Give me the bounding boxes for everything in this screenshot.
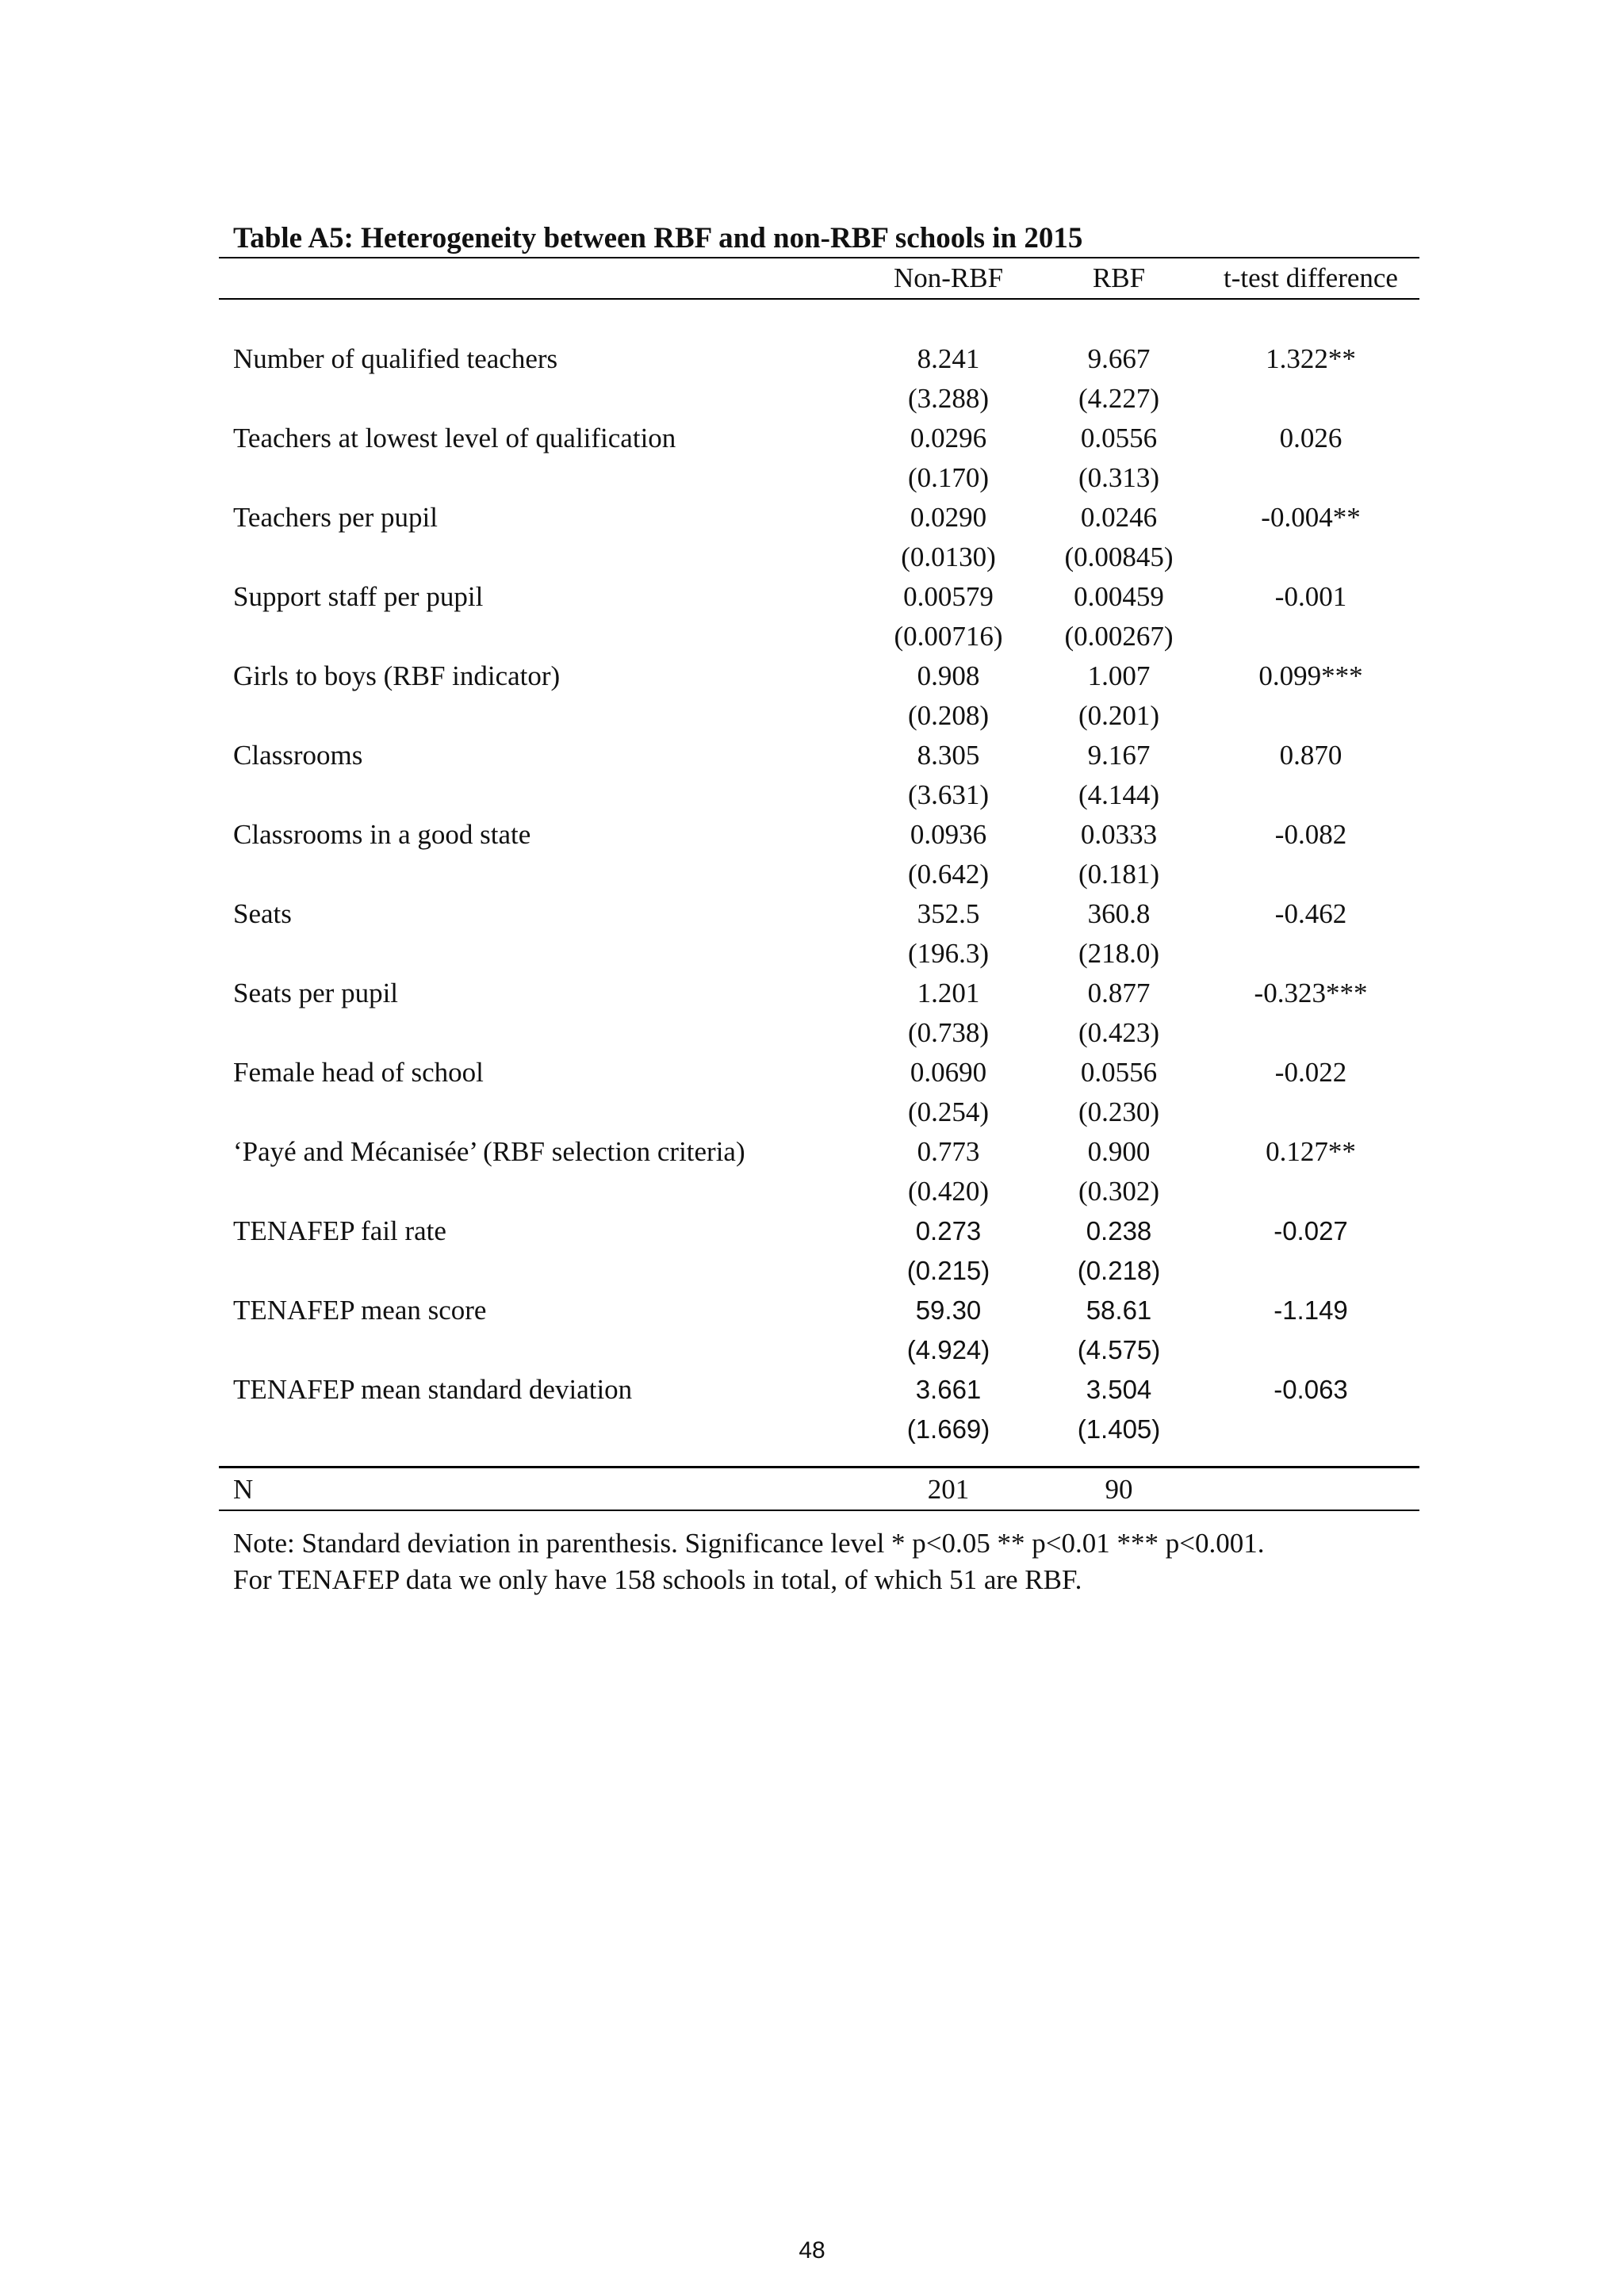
table-row-sd bbox=[219, 775, 1419, 815]
cell-diff: -0.462 bbox=[1274, 898, 1347, 929]
cell-non-rbf: 1.201 bbox=[917, 978, 980, 1008]
table-row bbox=[219, 1291, 1419, 1330]
cell-non-rbf-sd: (1.669) bbox=[906, 1414, 990, 1444]
cell-non-rbf-sd: (0.215) bbox=[906, 1256, 990, 1285]
table-body bbox=[219, 339, 1419, 1449]
cell-rbf: 58.61 bbox=[1086, 1295, 1152, 1325]
cell-diff: 0.870 bbox=[1279, 740, 1342, 771]
cell-non-rbf: 352.5 bbox=[917, 898, 980, 929]
cell-rbf-sd: (4.227) bbox=[1078, 383, 1160, 414]
row-label: Classrooms bbox=[233, 740, 363, 771]
cell-non-rbf: 0.908 bbox=[917, 660, 980, 691]
cell-rbf-sd: (1.405) bbox=[1077, 1414, 1161, 1444]
table-row-sd bbox=[219, 1172, 1419, 1211]
table-row bbox=[219, 577, 1419, 617]
cell-non-rbf: 0.0936 bbox=[910, 819, 987, 850]
table-row bbox=[219, 1370, 1419, 1410]
row-label: TENAFEP fail rate bbox=[233, 1215, 446, 1246]
cell-non-rbf-sd: (0.0130) bbox=[901, 541, 996, 572]
cell-non-rbf: 3.661 bbox=[915, 1375, 982, 1404]
spacer bbox=[219, 1449, 1419, 1466]
cell-rbf: 9.667 bbox=[1087, 343, 1151, 374]
cell-rbf-sd: (4.144) bbox=[1078, 779, 1160, 810]
cell-non-rbf: 59.30 bbox=[915, 1295, 982, 1325]
cell-non-rbf: 8.241 bbox=[917, 343, 980, 374]
cell-non-rbf: 0.0690 bbox=[910, 1057, 987, 1088]
cell-diff: -0.027 bbox=[1274, 1216, 1348, 1246]
cell-rbf-sd: (0.423) bbox=[1078, 1017, 1160, 1048]
table-row-sd bbox=[219, 1251, 1419, 1291]
cell-non-rbf-sd: (3.288) bbox=[907, 383, 990, 414]
cell-diff: -0.063 bbox=[1274, 1375, 1348, 1404]
row-label: Girls to boys (RBF indicator) bbox=[233, 660, 561, 691]
cell-rbf: 0.00459 bbox=[1074, 581, 1164, 612]
table-row-sd bbox=[219, 855, 1419, 894]
cell-non-rbf: 0.0290 bbox=[910, 502, 987, 533]
cell-non-rbf-sd: (0.642) bbox=[907, 859, 990, 890]
cell-rbf: 360.8 bbox=[1087, 898, 1151, 929]
cell-non-rbf: 0.273 bbox=[915, 1216, 982, 1246]
cell-non-rbf-sd: (0.420) bbox=[907, 1176, 990, 1207]
cell-non-rbf-sd: (0.208) bbox=[907, 700, 990, 731]
table-row-sd bbox=[219, 538, 1419, 577]
cell-diff: -0.022 bbox=[1274, 1057, 1347, 1088]
cell-rbf-sd: (218.0) bbox=[1078, 938, 1160, 969]
n-rbf: 90 bbox=[1105, 1474, 1133, 1505]
cell-non-rbf: 0.0296 bbox=[910, 423, 987, 453]
cell-rbf-sd: (4.575) bbox=[1077, 1335, 1161, 1364]
table-row bbox=[219, 1053, 1419, 1093]
cell-rbf-sd: (0.201) bbox=[1078, 700, 1160, 731]
cell-non-rbf-sd: (3.631) bbox=[907, 779, 990, 810]
cell-non-rbf-sd: (0.00716) bbox=[894, 621, 1003, 652]
cell-diff: 0.127** bbox=[1266, 1136, 1356, 1167]
cell-non-rbf: 0.00579 bbox=[903, 581, 994, 612]
note-line: For TENAFEP data we only have 158 schools in total, of which 51 are RBF. bbox=[233, 1564, 1082, 1595]
table-title: Table A5: Heterogeneity between RBF and non-RBF schools in 2015 bbox=[233, 222, 1083, 254]
cell-rbf: 3.504 bbox=[1086, 1375, 1152, 1404]
table-row bbox=[219, 498, 1419, 538]
n-row bbox=[219, 1468, 1419, 1510]
cell-non-rbf: 0.773 bbox=[917, 1136, 980, 1167]
row-label: Number of qualified teachers bbox=[233, 343, 558, 374]
cell-diff: -0.001 bbox=[1274, 581, 1347, 612]
table-row bbox=[219, 1211, 1419, 1251]
page-number: 48 bbox=[799, 2237, 825, 2263]
row-label: Seats per pupil bbox=[233, 978, 399, 1008]
row-label: Classrooms in a good state bbox=[233, 819, 531, 850]
table-row-sd bbox=[219, 458, 1419, 498]
note-line: Note: Standard deviation in parenthesis. Significance level * p<0.05 ** p<0.01 *** p<0.001. bbox=[233, 1528, 1265, 1559]
cell-rbf-sd: (0.00267) bbox=[1064, 621, 1174, 652]
cell-rbf: 0.877 bbox=[1087, 978, 1151, 1008]
cell-rbf: 1.007 bbox=[1087, 660, 1151, 691]
cell-diff: 1.322** bbox=[1266, 343, 1356, 374]
row-label: ‘Payé and Mécanisée’ (RBF selection criteria) bbox=[233, 1136, 745, 1167]
table-row bbox=[219, 736, 1419, 775]
cell-rbf-sd: (0.302) bbox=[1078, 1176, 1160, 1207]
table-row-sd bbox=[219, 1330, 1419, 1370]
cell-rbf: 0.900 bbox=[1087, 1136, 1151, 1167]
row-label: Support staff per pupil bbox=[233, 581, 484, 612]
cell-rbf: 9.167 bbox=[1087, 740, 1151, 771]
table-note bbox=[233, 1525, 1265, 1598]
header-row bbox=[219, 258, 1419, 298]
table-row-sd bbox=[219, 1013, 1419, 1053]
cell-diff: 0.026 bbox=[1279, 423, 1342, 453]
cell-diff: -0.323*** bbox=[1254, 978, 1368, 1008]
cell-rbf-sd: (0.230) bbox=[1078, 1096, 1160, 1127]
n-non-rbf: 201 bbox=[927, 1474, 970, 1505]
table-row bbox=[219, 974, 1419, 1013]
cell-rbf: 0.0333 bbox=[1080, 819, 1158, 850]
n-rule bbox=[219, 1510, 1419, 1511]
table-row bbox=[219, 1132, 1419, 1172]
table-row bbox=[219, 894, 1419, 934]
cell-diff: -1.149 bbox=[1274, 1295, 1348, 1325]
cell-diff: -0.004** bbox=[1261, 502, 1361, 533]
table-row-sd bbox=[219, 1410, 1419, 1449]
table-row bbox=[219, 656, 1419, 696]
cell-non-rbf-sd: (0.170) bbox=[907, 462, 990, 493]
cell-rbf-sd: (0.181) bbox=[1078, 859, 1160, 890]
cell-rbf: 0.0556 bbox=[1080, 1057, 1158, 1088]
row-label: Teachers at lowest level of qualification bbox=[233, 423, 676, 453]
col-header-rbf: RBF bbox=[1092, 262, 1146, 293]
cell-rbf-sd: (0.218) bbox=[1077, 1256, 1161, 1285]
cell-non-rbf-sd: (0.254) bbox=[907, 1096, 990, 1127]
col-header-diff: t-test difference bbox=[1224, 262, 1398, 293]
spacer bbox=[219, 300, 1419, 339]
cell-non-rbf-sd: (0.738) bbox=[907, 1017, 990, 1048]
n-label: N bbox=[233, 1474, 254, 1505]
cell-diff: 0.099*** bbox=[1258, 660, 1363, 691]
table-row-sd bbox=[219, 934, 1419, 974]
table-row-sd bbox=[219, 617, 1419, 656]
table-row bbox=[219, 339, 1419, 379]
results-table bbox=[219, 220, 1419, 1511]
cell-rbf-sd: (0.00845) bbox=[1064, 541, 1174, 572]
cell-rbf: 0.0556 bbox=[1080, 423, 1158, 453]
cell-non-rbf-sd: (4.924) bbox=[906, 1335, 990, 1364]
row-label: Female head of school bbox=[233, 1057, 484, 1088]
row-label: TENAFEP mean standard deviation bbox=[233, 1374, 633, 1405]
cell-rbf: 0.238 bbox=[1086, 1216, 1152, 1246]
cell-non-rbf-sd: (196.3) bbox=[907, 938, 990, 969]
table-row bbox=[219, 419, 1419, 458]
cell-rbf-sd: (0.313) bbox=[1078, 462, 1160, 493]
row-label: TENAFEP mean score bbox=[233, 1295, 487, 1326]
col-header-non-rbf: Non-RBF bbox=[893, 262, 1004, 293]
cell-non-rbf: 8.305 bbox=[917, 740, 980, 771]
table-row-sd bbox=[219, 379, 1419, 419]
cell-diff: -0.082 bbox=[1274, 819, 1347, 850]
cell-rbf: 0.0246 bbox=[1080, 502, 1158, 533]
row-label: Teachers per pupil bbox=[233, 502, 438, 533]
table-row-sd bbox=[219, 1093, 1419, 1132]
row-label: Seats bbox=[233, 898, 292, 929]
table-row-sd bbox=[219, 696, 1419, 736]
table-row bbox=[219, 815, 1419, 855]
